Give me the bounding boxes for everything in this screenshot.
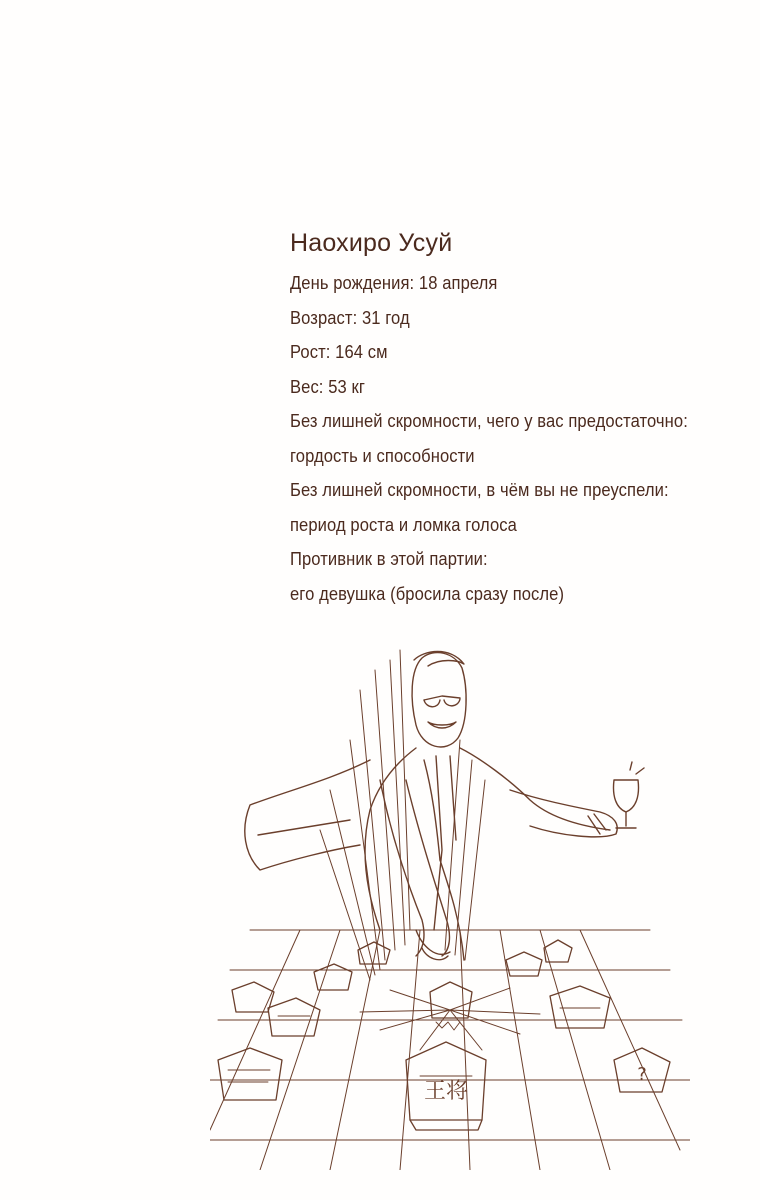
profile-weight: Вес: 53 кг — [290, 376, 365, 397]
profile-failed-value: период роста и ломка голоса — [290, 514, 517, 535]
piece-left-front — [218, 1048, 282, 1100]
character-profile — [290, 226, 730, 611]
piece-left-mid — [268, 998, 320, 1036]
shogi-board-grid — [210, 930, 690, 1170]
profile-enough-value: гордость и способности — [290, 445, 475, 466]
profile-opponent-value: его девушка (бросила сразу после) — [290, 583, 565, 604]
piece-glyphs — [424, 1064, 647, 1104]
question-piece-glyph: ? — [637, 1064, 647, 1085]
profile-birthday: День рождения: 18 апреля — [290, 273, 498, 293]
king-piece-glyph: 王将 — [423, 1079, 469, 1104]
debris-scribbles — [228, 1008, 600, 1082]
character-figure — [245, 652, 644, 961]
piece-back-1 — [314, 964, 352, 990]
sketch-svg — [210, 630, 690, 1170]
profile-age: Возраст: 31 год — [290, 307, 410, 328]
piece-struck — [430, 982, 472, 1018]
profile-failed-label: Без лишней скромности, в чём вы не преуспели: — [290, 480, 669, 500]
piece-back-3 — [506, 952, 542, 976]
profile-opponent-label: Противник в этой партии: — [290, 549, 488, 569]
shogi-sketch-illustration — [210, 630, 690, 1170]
profile-enough-label: Без лишней скромности, чего у вас предостаточно: — [290, 411, 688, 431]
profile-height: Рост: 164 см — [290, 342, 388, 362]
character-name: Наохиро Усуй — [290, 229, 453, 257]
impact-lines — [360, 988, 540, 1050]
piece-right-mid — [550, 986, 610, 1028]
